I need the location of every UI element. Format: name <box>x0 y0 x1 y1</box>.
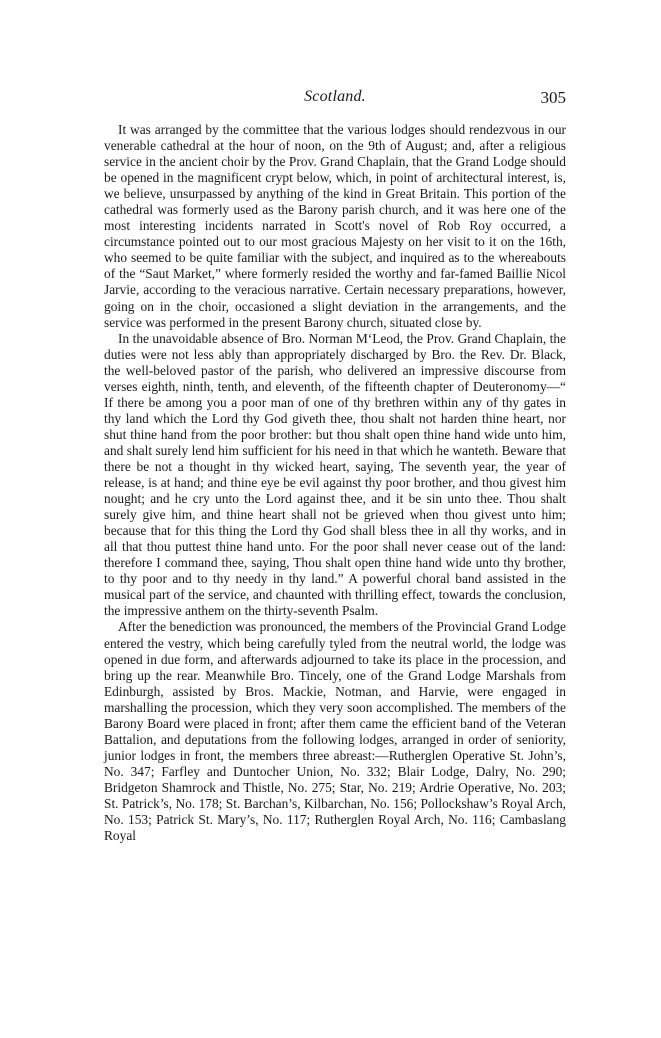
running-head <box>104 88 566 110</box>
paragraph-sermon: In the unavoidable absence of Bro. Norman M‘Leod, the Prov. Grand Chaplain, the duties were not less ably than appropriately discharged by Bro. the Rev. Dr. Black, the well-beloved pastor of the parish, who delivered an impressive discourse from verses eighth, ninth, tenth, and eleventh, of the fifteenth chapter of Deuteronomy—“ If there be among you a poor man of one of thy brethren within any of thy gates in thy land which the Lord thy God giveth thee, thou shalt not harden thine heart, nor shut thine hand from the poor brother: but thou shalt open thine hand wide unto him, and shalt surely lend him sufficient for his need in that which he wanteth. Beware that there be not a thought in thy wicked heart, saying, The seventh year, the year of release, is at hand; and thine eye be evil against thy poor brother, and thou givest him nought; and he cry unto the Lord against thee, and it be sin unto thee. Thou shalt surely give him, and thine heart shall not be grieved when thou givest unto him; because that for this thing the Lord thy God shall bless thee in all thy works, and in all that thou puttest thine hand unto. For the poor shall never cease out of the land: therefore I command thee, saying, Thou shalt open thine hand wide unto thy brother, to thy poor and to thy needy in thy land.” A powerful choral band assisted in the musical part of the service, and chaunted with thrilling effect, towards the conclusion, the impressive anthem on the thirty-seventh Psalm. <box>104 330 566 619</box>
running-title: Scotland. <box>304 88 366 105</box>
body-text <box>104 122 566 844</box>
paragraph-lodges-rendezvous: It was arranged by the committee that the various lodges should rendezvous in our venerable cathedral at the hour of noon, on the 9th of August; and, after a religious service in the ancient choir by the Prov. Grand Chaplain, that the Grand Lodge should be opened in the magnificent crypt below, which, in point of architectural interest, is, we believe, unsurpassed by anything of the kind in Great Britain. This portion of the cathedral was formerly used as the Barony parish church, and it was here one of the most interesting incidents narrated in Scott's novel of Rob Roy occurred, a circumstance pointed out to our most gracious Majesty on her visit to it on the 16th, who seemed to be quite familiar with the subject, and inquired as to the whereabouts of the “Saut Market,” where formerly resided the worthy and far-famed Baillie Nicol Jarvie, according to the veracious narrative. Certain necessary preparations, however, going on in the choir, occasioned a slight deviation in the arrangements, and the service was performed in the present Barony church, situated close by. <box>104 122 566 330</box>
paragraph-procession: After the benediction was pronounced, the members of the Provincial Grand Lodge entered the vestry, which being carefully tyled from the neutral world, the lodge was opened in due form, and afterwards adjourned to take its place in the procession, and bring up the rear. Meanwhile Bro. Tincely, one of the Grand Lodge Marshals from Edinburgh, assisted by Bros. Mackie, Notman, and Harvie, were engaged in marshalling the procession, which they very soon accomplished. The members of the Barony Board were placed in front; after them came the efficient band of the Veteran Battalion, and deputations from the following lodges, arranged in order of seniority, junior lodges in front, the members three abreast:—Rutherglen Operative St. John’s, No. 347; Farfley and Duntocher Union, No. 332; Blair Lodge, Dalry, No. 290; Bridgeton Shamrock and Thistle, No. 275; Star, No. 219; Ardrie Operative, No. 203; St. Patrick’s, No. 178; St. Barchan’s, Kilbarchan, No. 156; Pollockshaw’s Royal Arch, No. 153; Patrick St. Mary’s, No. 117; Rutherglen Royal Arch, No. 116; Cambaslang Royal <box>104 619 566 844</box>
page-number: 305 <box>540 88 566 107</box>
